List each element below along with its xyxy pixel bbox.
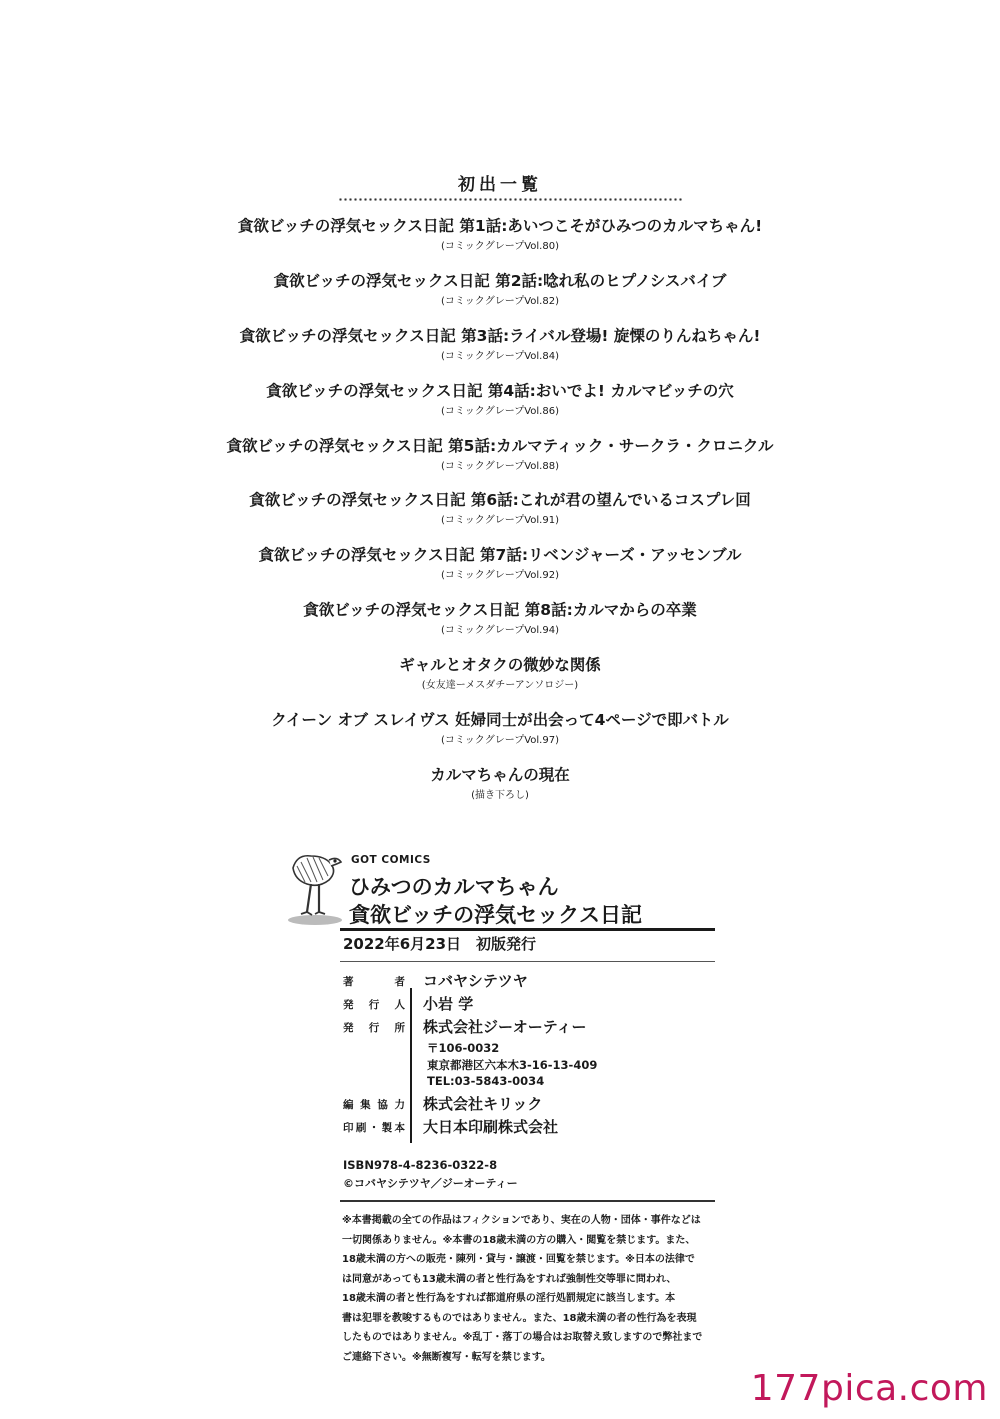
street-address: 東京都港区六本木3-16-13-409 bbox=[427, 1058, 598, 1072]
imprint-label: GOT COMICS bbox=[351, 854, 431, 866]
first-appearance-list bbox=[0, 215, 1000, 819]
notice-line: 書は犯罪を教唆するものではありません。また、18歳未満の者の性行為を表現 bbox=[342, 1312, 697, 1324]
entry-title: 貪欲ビッチの浮気セックス日記 第3話:ライバル登場! 旋慄のりんねちゃん! bbox=[239, 326, 761, 345]
list-item bbox=[0, 435, 1000, 490]
divider bbox=[340, 1200, 715, 1202]
entry-source: (コミックグレープVol.88) bbox=[441, 460, 559, 472]
list-item bbox=[0, 544, 1000, 599]
list-item bbox=[0, 380, 1000, 435]
credit-label: 印刷・製本 bbox=[343, 1122, 405, 1134]
publisher-address bbox=[343, 1039, 723, 1093]
credit-label: 著者 bbox=[343, 976, 405, 988]
notice-line: 一切関係ありません。※本書の18歳未満の方の購入・閲覧を禁じます。また、 bbox=[342, 1234, 696, 1246]
entry-source: (コミックグレープVol.91) bbox=[441, 515, 559, 527]
watermark: 177pica.com bbox=[750, 1368, 988, 1409]
credit-row-publisher bbox=[343, 1016, 723, 1039]
entry-source: (コミックグレープVol.94) bbox=[441, 625, 559, 637]
credit-row-printing bbox=[343, 1116, 723, 1139]
entry-title: ギャルとオタクの微妙な関係 bbox=[399, 656, 601, 675]
divider bbox=[340, 961, 715, 962]
divider bbox=[340, 928, 715, 931]
isbn: ISBN978-4-8236-0322-8 bbox=[343, 1158, 498, 1172]
notice-line: は同意があっても13歳未満の者と性行為をすれば強制性交等罪に問われ、 bbox=[342, 1273, 677, 1285]
entry-source: (コミックグレープVol.97) bbox=[441, 735, 559, 747]
credit-value: 株式会社ジーオーティー bbox=[423, 1018, 587, 1036]
entry-source: (女友達ーメスダチーアンソロジー) bbox=[421, 680, 579, 692]
entry-title: 貪欲ビッチの浮気セックス日記 第1話:あいつこそがひみつのカルマちゃん! bbox=[237, 217, 763, 235]
notice-line: ご連絡下さい。※無断複写・転写を禁じます。 bbox=[342, 1351, 551, 1363]
credit-value: 小岩 学 bbox=[423, 995, 474, 1013]
bird-logo-icon bbox=[285, 846, 345, 926]
notice-line: したものではありません。※乱丁・落丁の場合はお取替え致しますので弊社まで bbox=[342, 1332, 703, 1343]
copyright: ©コバヤシテツヤ／ジーオーティー bbox=[343, 1177, 518, 1190]
publication-date: 2022年6月23日 初版発行 bbox=[343, 935, 537, 953]
entry-source: (描き下ろし) bbox=[471, 789, 529, 801]
entry-title: 貪欲ビッチの浮気セックス日記 第2話:唸れ私のヒプノシスバイブ bbox=[273, 271, 727, 290]
list-item bbox=[0, 489, 1000, 544]
list-item bbox=[0, 764, 1000, 819]
entry-source: (コミックグレープVol.80) bbox=[441, 241, 559, 252]
credit-label: 発行所 bbox=[343, 1022, 405, 1034]
entry-source: (コミックグレープVol.92) bbox=[441, 570, 559, 582]
credit-value: 株式会社キリック bbox=[423, 1095, 543, 1113]
list-item bbox=[0, 215, 1000, 270]
credit-row-author bbox=[343, 970, 723, 993]
list-item bbox=[0, 270, 1000, 325]
entry-source: (コミックグレープVol.86) bbox=[441, 405, 559, 417]
section-title: 初出一覧 bbox=[458, 175, 542, 195]
legal-notice bbox=[342, 1211, 718, 1367]
entry-source: (コミックグレープVol.84) bbox=[441, 350, 559, 362]
list-item bbox=[0, 709, 1000, 764]
credit-label: 編集協力 bbox=[343, 1099, 405, 1111]
book-subtitle: 貪欲ビッチの浮気セックス日記 bbox=[349, 903, 642, 927]
phone-number: TEL:03-5843-0034 bbox=[427, 1074, 545, 1088]
dotted-divider bbox=[338, 198, 682, 201]
credit-row-editing bbox=[343, 1093, 723, 1116]
credit-label: 発行人 bbox=[343, 999, 405, 1011]
entry-source: (コミックグレープVol.82) bbox=[441, 295, 559, 307]
entry-title: 貪欲ビッチの浮気セックス日記 第5話:カルマティック・サークラ・クロニクル bbox=[226, 436, 774, 455]
list-item bbox=[0, 654, 1000, 709]
entry-title: 貪欲ビッチの浮気セックス日記 第6話:これが君の望んでいるコスプレ回 bbox=[249, 491, 751, 510]
notice-line: 18歳未満の方への販売・陳列・貸与・譲渡・回覧を禁じます。※日本の法律で bbox=[342, 1254, 695, 1265]
entry-title: クイーン オブ スレイヴス 妊婦同士が出会って4ページで即バトル bbox=[271, 711, 729, 730]
credit-row-publisher-person bbox=[343, 993, 723, 1016]
postal-code: 〒106-0032 bbox=[427, 1041, 500, 1055]
entry-title: カルマちゃんの現在 bbox=[430, 765, 570, 784]
credit-value: 大日本印刷株式会社 bbox=[423, 1118, 559, 1136]
credits bbox=[343, 970, 723, 1139]
entry-title: 貪欲ビッチの浮気セックス日記 第4話:おいでよ! カルマビッチの穴 bbox=[266, 381, 734, 400]
entry-title: 貪欲ビッチの浮気セックス日記 第8話:カルマからの卒業 bbox=[303, 601, 697, 620]
entry-title: 貪欲ビッチの浮気セックス日記 第7話:リベンジャーズ・アッセンブル bbox=[258, 546, 742, 565]
list-item bbox=[0, 599, 1000, 654]
notice-line: ※本書掲載の全ての作品はフィクションであり、実在の人物・団体・事件などは bbox=[342, 1215, 701, 1226]
list-item bbox=[0, 325, 1000, 380]
credit-value: コバヤシテツヤ bbox=[423, 972, 528, 990]
notice-line: 18歳未満の者と性行為をすれば都道府県の淫行処罰規定に該当します。本 bbox=[342, 1293, 676, 1304]
book-title: ひみつのカルマちゃん bbox=[349, 875, 559, 899]
